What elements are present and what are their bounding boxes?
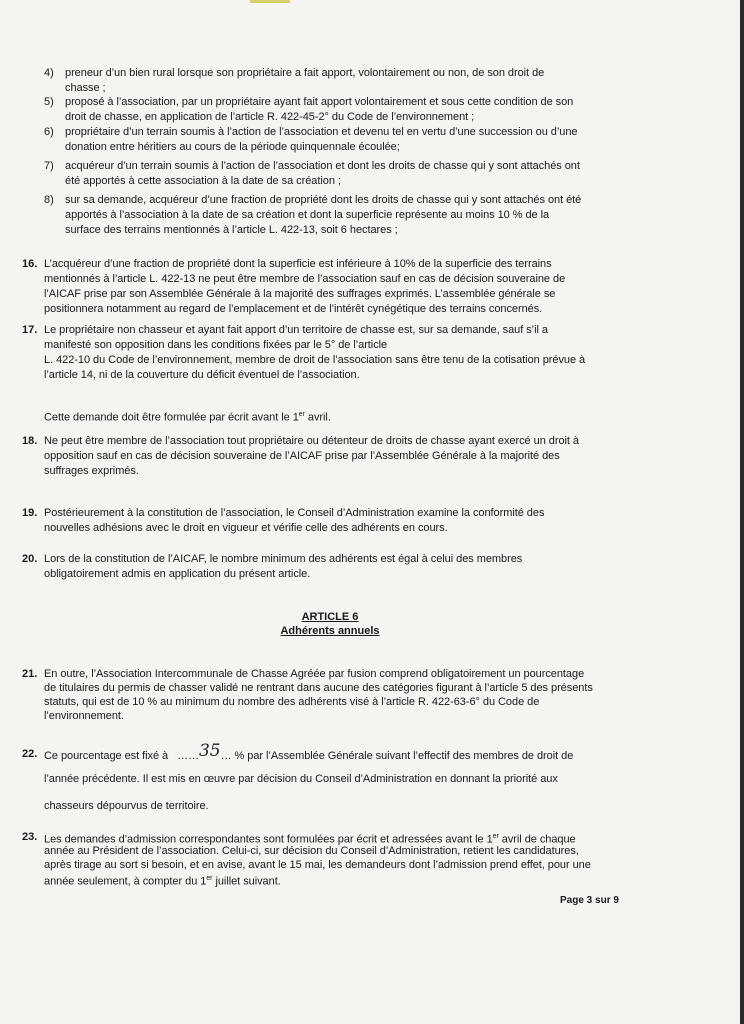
item-number: 8) xyxy=(44,194,54,206)
paragraph-22-line-3: chasseurs dépourvus de territoire. xyxy=(44,800,209,812)
paragraph-line: mentionnés à l’article L. 422-13 ne peut être membre de l’association sauf en cas de décision souveraine de xyxy=(44,273,566,285)
item-number: 18. xyxy=(22,435,38,447)
paragraph-line: suffrages exprimés. xyxy=(44,465,139,477)
list-item-line: été apportés à cette association à la date de sa création ; xyxy=(65,175,341,187)
item-number: 5) xyxy=(44,96,54,108)
item-number: 17. xyxy=(22,324,38,336)
paragraph-line: année au Président de l’association. Celui-ci, sur décision du Conseil d’Administration, retient les candidatures, xyxy=(44,845,579,857)
paragraph-number: 22. xyxy=(22,748,38,760)
item-number: 7) xyxy=(44,160,54,172)
item-number: 21. xyxy=(22,668,38,680)
paragraph-line: Postérieurement à la constitution de l’association, le Conseil d’Administration examine la conformité des xyxy=(44,507,545,519)
paragraph-22-line-2: l’année précédente. Il est mis en œuvre par décision du Conseil d’Administration en donnant la priorité aux xyxy=(44,773,558,785)
paragraph-line: Les demandes d’admission correspondantes sont formulées par écrit et adressées avant le 1er avril de chaque xyxy=(44,833,576,846)
paragraph-line: nouvelles adhésions avec le droit en vigueur et vérifie celle des adhérents en cours. xyxy=(44,522,448,534)
paragraph-line: l’article 14, ni de la couverture du déficit éventuel de l’association. xyxy=(44,369,360,381)
article-title: ARTICLE 6 xyxy=(301,611,359,623)
list-item-line: surface des terrains mentionnés à l’article L. 422-13, soit 6 hectares ; xyxy=(65,224,398,236)
paragraph-line: Lors de la constitution de l’AICAF, le nombre minimum des adhérents est égal à celui des membres xyxy=(44,553,523,565)
item-number: 4) xyxy=(44,67,54,79)
list-item-line: sur sa demande, acquéreur d’une fraction de propriété dont les droits de chasse qui y sont attachés ont été xyxy=(65,194,582,206)
item-number: 23. xyxy=(22,831,38,843)
list-item-line: chasse ; xyxy=(65,82,106,94)
paragraph-line: opposition sauf en cas de décision souveraine de l’AICAF prise par l’Assemblée Générale à la majorité des xyxy=(44,450,560,462)
item-number: 16. xyxy=(22,258,38,270)
list-item-line: donation entre héritiers au cours de la période quinquennale écoulée; xyxy=(65,141,400,153)
paragraph-line: L’acquéreur d’une fraction de propriété dont la superficie est inférieure à 10% de la superficie des terrains xyxy=(44,258,552,270)
paragraph-line: positionnera notamment au regard de l’emplacement et de l’intérêt cynégétique des terrains concernés. xyxy=(44,303,543,315)
paragraph-line: Cette demande doit être formulée par écrit avant le 1er avril. xyxy=(44,411,331,424)
paragraph-line: statuts, qui est de 10 % au minimum du nombre des adhérents visé à l’article R. 422-63-6° du Code de xyxy=(44,696,540,708)
paragraph-line: L. 422-10 du Code de l’environnement, membre de droit de l’association sans être tenu de la cotisation prévue à xyxy=(44,354,586,366)
article-subtitle: Adhérents annuels xyxy=(280,625,380,637)
paragraph-line: Ne peut être membre de l’association tout propriétaire ou détenteur de droits de chasse ayant exercé un droit à xyxy=(44,435,579,447)
paragraph-line: l’AICAF prise par son Assemblée Générale à la majorité des suffrages exprimés. L’assemblée générale se xyxy=(44,288,556,300)
paragraph-line: En outre, l’Association Intercommunale de Chasse Agréée par fusion comprend obligatoirement un pourcentage xyxy=(44,668,585,680)
paragraph-line: manifesté son opposition dans les conditions fixées par le 5° de l’article xyxy=(44,339,388,351)
paragraph-line: Le propriétaire non chasseur et ayant fait apport d’un territoire de chasse est, sur sa demande, sauf s’il a xyxy=(44,324,548,336)
handwritten-percentage: 35 xyxy=(199,741,221,761)
list-item-line: proposé à l’association, par un propriétaire ayant fait apport volontairement et sous cette condition de son xyxy=(65,96,574,108)
list-item-line: preneur d’un bien rural lorsque son propriétaire a fait apport, volontairement ou non, de son droit de xyxy=(65,67,545,79)
paragraph-line: année seulement, à compter du 1er juillet suivant. xyxy=(44,875,281,888)
paragraph-line: après tirage au sort si besoin, et en avise, avant le 15 mai, les demandeurs dont l’admission prend effet, pour une xyxy=(44,859,591,871)
paragraph-line: l’environnement. xyxy=(44,710,124,722)
paragraph-line: de titulaires du permis de chasser validé ne rentrant dans aucune des catégories figurant à l’article 5 des présents xyxy=(44,682,593,694)
list-item-line: apportés à l’association à la date de sa création et dont la superficie représente au moins 10 % de la xyxy=(65,209,550,221)
item-number: 6) xyxy=(44,126,54,138)
list-item-line: droit de chasse, en application de l’article R. 422-45-2° du Code de l’environnement ; xyxy=(65,111,475,123)
page-number: Page 3 sur 9 xyxy=(560,895,619,906)
list-item-line: acquéreur d’un terrain soumis à l’action de l’association et dont les droits de chasse qui y sont attachés ont xyxy=(65,160,580,172)
item-number: 20. xyxy=(22,553,38,565)
paragraph-line: obligatoirement admis en application du présent article. xyxy=(44,568,311,580)
list-item-line: propriétaire d’un terrain soumis à l’action de l’association et devenu tel en vertu d’une succession ou d’une xyxy=(65,126,578,138)
paragraph-22-line-1: Ce pourcentage est fixé à ……35… % par l’Assemblée Générale suivant l’effectif des membres de droit de xyxy=(44,741,574,762)
item-number: 19. xyxy=(22,507,38,519)
